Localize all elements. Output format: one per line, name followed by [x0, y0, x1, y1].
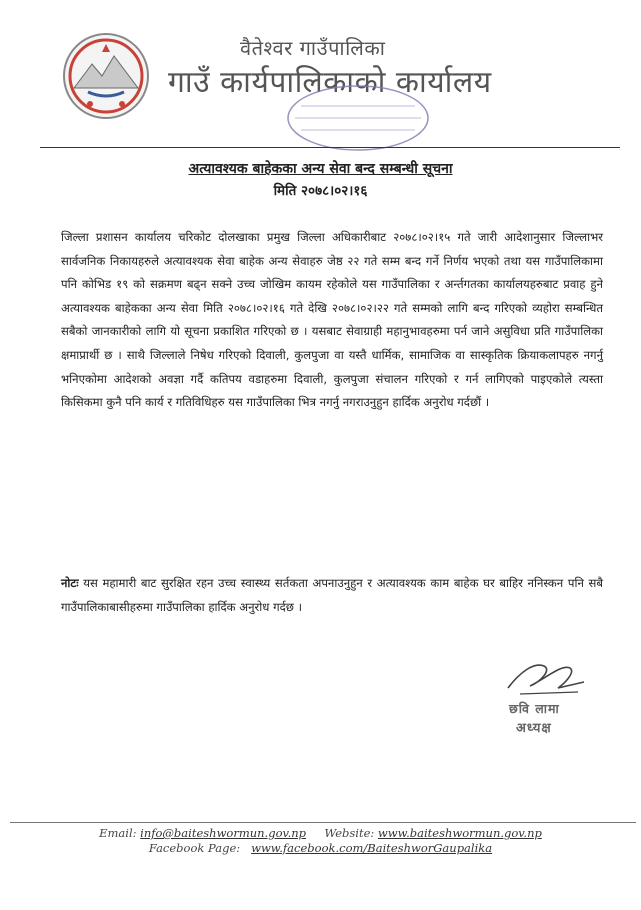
notice-heading — [0, 159, 641, 178]
website-label: Website: — [324, 826, 375, 840]
signatory-name: छवि लामा — [509, 701, 560, 716]
facebook-link[interactable]: www.facebook.com/BaiteshworGaupalika — [251, 841, 493, 855]
footer-divider — [10, 822, 636, 823]
note-label: नोटः — [61, 576, 79, 590]
notice-heading-text: अत्यावश्यक बाहेकका अन्य सेवा बन्द सम्बन्धी सूचना — [188, 161, 453, 177]
office-title: गाउँ कार्यपालिकाको कार्यालय — [168, 65, 492, 100]
note-text: यस महामारी बाट सुरक्षित रहन उच्च स्वास्थ्य सर्तकता अपनाउनुहुन र अत्यावश्यक काम बाहेक घर बाहिर ननिस्कन पनि सबै गाउँपालिकाबासीहरुमा गाउँपालिका हार्दिक अनुरोध गर्दछ । — [61, 576, 603, 614]
footer-facebook-line — [0, 841, 641, 855]
notice-paragraph: जिल्ला प्रशासन कार्यालय चरिकोट दोलखाका प्रमुख जिल्ला अधिकारीबाट २०७८।०२।१५ गते जारी आदेशानुसार जिल्लाभर सार्वजनिक निकायहरुले अत्यावश्यक सेवा बाहेक अन्य सेवाहरु जेष्ठ २२ गते सम्म बन्द गर्ने निर्णय भएको तथा यस गाउँपालिकामा पनि कोभिड १९ को सक्रमण बढ्न सक्ने उच्च जोखिम कायम रहेकोले यस गाउँपालिका र अर्न्तगतका कार्यालयहरुबाट प्रवाह हुने अत्यावश्यक बाहेकका अन्य सेवा मिति २०७८।०२।१६ गते देखि २०७८।०२।२२ गते सम्मको लागि बन्द गरिएको व्यहोरा सम्बन्धित सबैको जानकारीको लागि यो सूचना प्रकाशित गरिएको छ । यसबाट सेवाग्राही महानुभावहरुमा पर्न जाने असुविधा प्रति गाउँपालिका क्षमाप्रार्थी छ । साथै जिल्लाले निषेध गरिएको दिवाली, कुलपुजा वा यस्तै धार्मिक, सामाजिक वा सास्कृतिक क्रियाकलापहरु नगर्नु भनिएकोमा आदेशको अवज्ञा गर्दै कतिपय वडाहरुमा दिवाली, कुलपुजा संचालन गरिएको र गर्न लागिएको पाइएकोले त्यस्ता किसिकमा कुनै पनि कार्य र गतिविधिहरु यस गाउँपालिका भित्र नगर्नु नगराउनुहुन हार्दिक अनुरोध गर्दछौं । — [61, 230, 603, 410]
official-stamp-icon — [283, 82, 433, 154]
signatory-title: अध्यक्ष — [516, 721, 552, 736]
office-name: वैतेश्वर गाउँपालिका — [240, 36, 386, 60]
notice-note — [61, 572, 603, 619]
footer-contact-line — [0, 826, 641, 840]
signature-icon — [500, 652, 590, 700]
email-label: Email: — [99, 826, 137, 840]
nepal-emblem-icon — [60, 30, 152, 122]
facebook-label: Facebook Page: — [148, 841, 241, 855]
notice-date: मिति २०७८।०२।१६ — [273, 183, 368, 199]
header-divider — [40, 147, 620, 148]
email-link[interactable]: info@baiteshwormun.gov.np — [140, 826, 307, 840]
website-link[interactable]: www.baiteshwormun.gov.np — [377, 826, 542, 840]
